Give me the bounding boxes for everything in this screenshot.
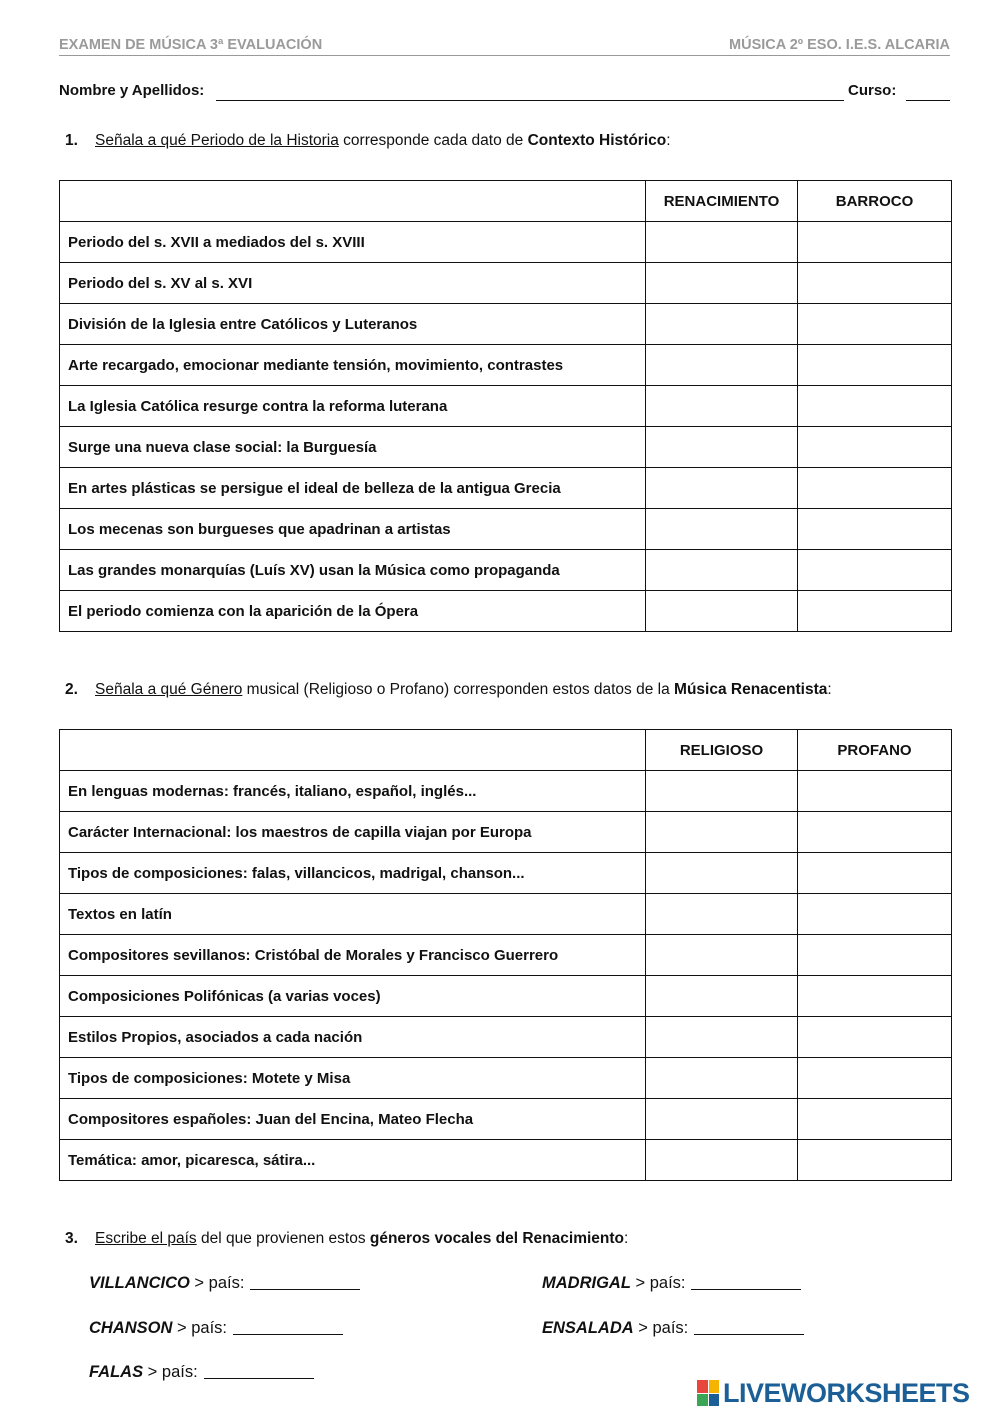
answer-cell-barroco[interactable] bbox=[798, 304, 952, 345]
country-answer-field[interactable] bbox=[694, 1334, 804, 1335]
table-row bbox=[60, 468, 952, 509]
answer-cell-renacimiento[interactable] bbox=[646, 386, 798, 427]
answer-cell-religioso[interactable] bbox=[646, 771, 798, 812]
answer-cell-religioso[interactable] bbox=[646, 1058, 798, 1099]
answer-cell-renacimiento[interactable] bbox=[646, 345, 798, 386]
answer-cell-barroco[interactable] bbox=[798, 263, 952, 304]
table-row bbox=[60, 976, 952, 1017]
answer-cell-barroco[interactable] bbox=[798, 550, 952, 591]
statement-cell: Periodo del s. XVII a mediados del s. XVIII bbox=[60, 222, 646, 263]
answer-cell-profano[interactable] bbox=[798, 771, 952, 812]
table-row bbox=[60, 1099, 952, 1140]
answer-cell-renacimiento[interactable] bbox=[646, 263, 798, 304]
question-number: 3. bbox=[65, 1230, 78, 1247]
answer-cell-barroco[interactable] bbox=[798, 468, 952, 509]
answer-cell-barroco[interactable] bbox=[798, 427, 952, 468]
answer-cell-renacimiento[interactable] bbox=[646, 304, 798, 345]
statement-cell: Arte recargado, emocionar mediante tensión, movimiento, contrastes bbox=[60, 345, 646, 386]
vocal-genre-item: VILLANCICO > país: bbox=[89, 1274, 360, 1293]
answer-cell-barroco[interactable] bbox=[798, 222, 952, 263]
statement-cell: Compositores sevillanos: Cristóbal de Morales y Francisco Guerrero bbox=[60, 935, 646, 976]
answer-cell-barroco[interactable] bbox=[798, 591, 952, 632]
statement-cell: Periodo del s. XV al s. XVI bbox=[60, 263, 646, 304]
column-header: RELIGIOSO bbox=[646, 730, 798, 771]
answer-cell-renacimiento[interactable] bbox=[646, 591, 798, 632]
country-answer-field[interactable] bbox=[233, 1334, 343, 1335]
answer-cell-barroco[interactable] bbox=[798, 509, 952, 550]
answer-cell-religioso[interactable] bbox=[646, 853, 798, 894]
page-header bbox=[59, 37, 950, 56]
statement-cell: Composiciones Polifónicas (a varias voces) bbox=[60, 976, 646, 1017]
answer-cell-renacimiento[interactable] bbox=[646, 509, 798, 550]
answer-cell-renacimiento[interactable] bbox=[646, 427, 798, 468]
table-row bbox=[60, 345, 952, 386]
table-row bbox=[60, 1017, 952, 1058]
question-number: 1. bbox=[65, 132, 78, 149]
table-row bbox=[60, 591, 952, 632]
name-label: Nombre y Apellidos: bbox=[59, 82, 205, 99]
question-2-prompt: 2. Señala a qué Género musical (Religioso o Profano) corresponden estos datos de la Música Renacentista: bbox=[65, 681, 832, 698]
statement-cell: Estilos Propios, asociados a cada nación bbox=[60, 1017, 646, 1058]
column-header: PROFANO bbox=[798, 730, 952, 771]
statement-cell: En artes plásticas se persigue el ideal de belleza de la antigua Grecia bbox=[60, 468, 646, 509]
column-header: RENACIMIENTO bbox=[646, 181, 798, 222]
answer-cell-profano[interactable] bbox=[798, 812, 952, 853]
table-row bbox=[60, 550, 952, 591]
answer-cell-religioso[interactable] bbox=[646, 894, 798, 935]
table-row bbox=[60, 1140, 952, 1181]
answer-cell-religioso[interactable] bbox=[646, 976, 798, 1017]
answer-cell-renacimiento[interactable] bbox=[646, 550, 798, 591]
table-header-row bbox=[60, 181, 952, 222]
history-period-table bbox=[59, 180, 952, 632]
answer-cell-renacimiento[interactable] bbox=[646, 468, 798, 509]
answer-cell-profano[interactable] bbox=[798, 853, 952, 894]
table-row bbox=[60, 853, 952, 894]
course-field[interactable] bbox=[906, 100, 950, 101]
answer-cell-renacimiento[interactable] bbox=[646, 222, 798, 263]
answer-cell-barroco[interactable] bbox=[798, 345, 952, 386]
brand-name: LIVEWORKSHEETS bbox=[723, 1377, 970, 1408]
answer-cell-profano[interactable] bbox=[798, 1099, 952, 1140]
answer-cell-profano[interactable] bbox=[798, 935, 952, 976]
statement-cell: La Iglesia Católica resurge contra la reforma luterana bbox=[60, 386, 646, 427]
statement-cell: El periodo comienza con la aparición de la Ópera bbox=[60, 591, 646, 632]
table-row bbox=[60, 812, 952, 853]
answer-cell-profano[interactable] bbox=[798, 1017, 952, 1058]
course-title: MÚSICA 2º ESO. I.E.S. ALCARIA bbox=[729, 37, 950, 53]
course-label: Curso: bbox=[848, 82, 897, 99]
table-row bbox=[60, 263, 952, 304]
statement-cell: Compositores españoles: Juan del Encina, Mateo Flecha bbox=[60, 1099, 646, 1140]
table-row bbox=[60, 304, 952, 345]
vocal-genre-item: FALAS > país: bbox=[89, 1363, 314, 1382]
answer-cell-profano[interactable] bbox=[798, 1140, 952, 1181]
answer-cell-religioso[interactable] bbox=[646, 1099, 798, 1140]
statement-cell: Textos en latín bbox=[60, 894, 646, 935]
exam-title: EXAMEN DE MÚSICA 3ª EVALUACIÓN bbox=[59, 37, 323, 53]
table-row bbox=[60, 935, 952, 976]
country-answer-field[interactable] bbox=[691, 1289, 801, 1290]
music-genre-table bbox=[59, 729, 952, 1181]
table-row bbox=[60, 894, 952, 935]
empty-header-cell bbox=[60, 730, 646, 771]
empty-header-cell bbox=[60, 181, 646, 222]
statement-cell: Surge una nueva clase social: la Burguesía bbox=[60, 427, 646, 468]
statement-cell: Carácter Internacional: los maestros de capilla viajan por Europa bbox=[60, 812, 646, 853]
table-header-row bbox=[60, 730, 952, 771]
country-answer-field[interactable] bbox=[204, 1378, 314, 1379]
table-row bbox=[60, 427, 952, 468]
name-field[interactable] bbox=[216, 100, 844, 101]
statement-cell: Tipos de composiciones: Motete y Misa bbox=[60, 1058, 646, 1099]
question-1-prompt: 1. Señala a qué Periodo de la Historia corresponde cada dato de Contexto Histórico: bbox=[65, 132, 671, 149]
answer-cell-religioso[interactable] bbox=[646, 935, 798, 976]
answer-cell-barroco[interactable] bbox=[798, 386, 952, 427]
column-header: BARROCO bbox=[798, 181, 952, 222]
liveworksheets-logo[interactable] bbox=[697, 1377, 997, 1409]
answer-cell-religioso[interactable] bbox=[646, 1017, 798, 1058]
table-row bbox=[60, 509, 952, 550]
table-row bbox=[60, 1058, 952, 1099]
statement-cell: Temática: amor, picaresca, sátira... bbox=[60, 1140, 646, 1181]
answer-cell-religioso[interactable] bbox=[646, 1140, 798, 1181]
country-answer-field[interactable] bbox=[250, 1289, 360, 1290]
answer-cell-profano[interactable] bbox=[798, 1058, 952, 1099]
table-row bbox=[60, 386, 952, 427]
question-number: 2. bbox=[65, 681, 78, 698]
table-row bbox=[60, 771, 952, 812]
table-row bbox=[60, 222, 952, 263]
answer-cell-religioso[interactable] bbox=[646, 812, 798, 853]
statement-cell: Las grandes monarquías (Luís XV) usan la Música como propaganda bbox=[60, 550, 646, 591]
vocal-genre-item: CHANSON > país: bbox=[89, 1319, 343, 1338]
brand-icon bbox=[697, 1380, 719, 1406]
answer-cell-profano[interactable] bbox=[798, 894, 952, 935]
vocal-genre-item: ENSALADA > país: bbox=[542, 1319, 804, 1338]
vocal-genre-item: MADRIGAL > país: bbox=[542, 1274, 801, 1293]
statement-cell: Tipos de composiciones: falas, villancicos, madrigal, chanson... bbox=[60, 853, 646, 894]
statement-cell: División de la Iglesia entre Católicos y Luteranos bbox=[60, 304, 646, 345]
question-3-prompt: 3. Escribe el país del que provienen estos géneros vocales del Renacimiento: bbox=[65, 1230, 629, 1247]
statement-cell: Los mecenas son burgueses que apadrinan a artistas bbox=[60, 509, 646, 550]
answer-cell-profano[interactable] bbox=[798, 976, 952, 1017]
statement-cell: En lenguas modernas: francés, italiano, español, inglés... bbox=[60, 771, 646, 812]
